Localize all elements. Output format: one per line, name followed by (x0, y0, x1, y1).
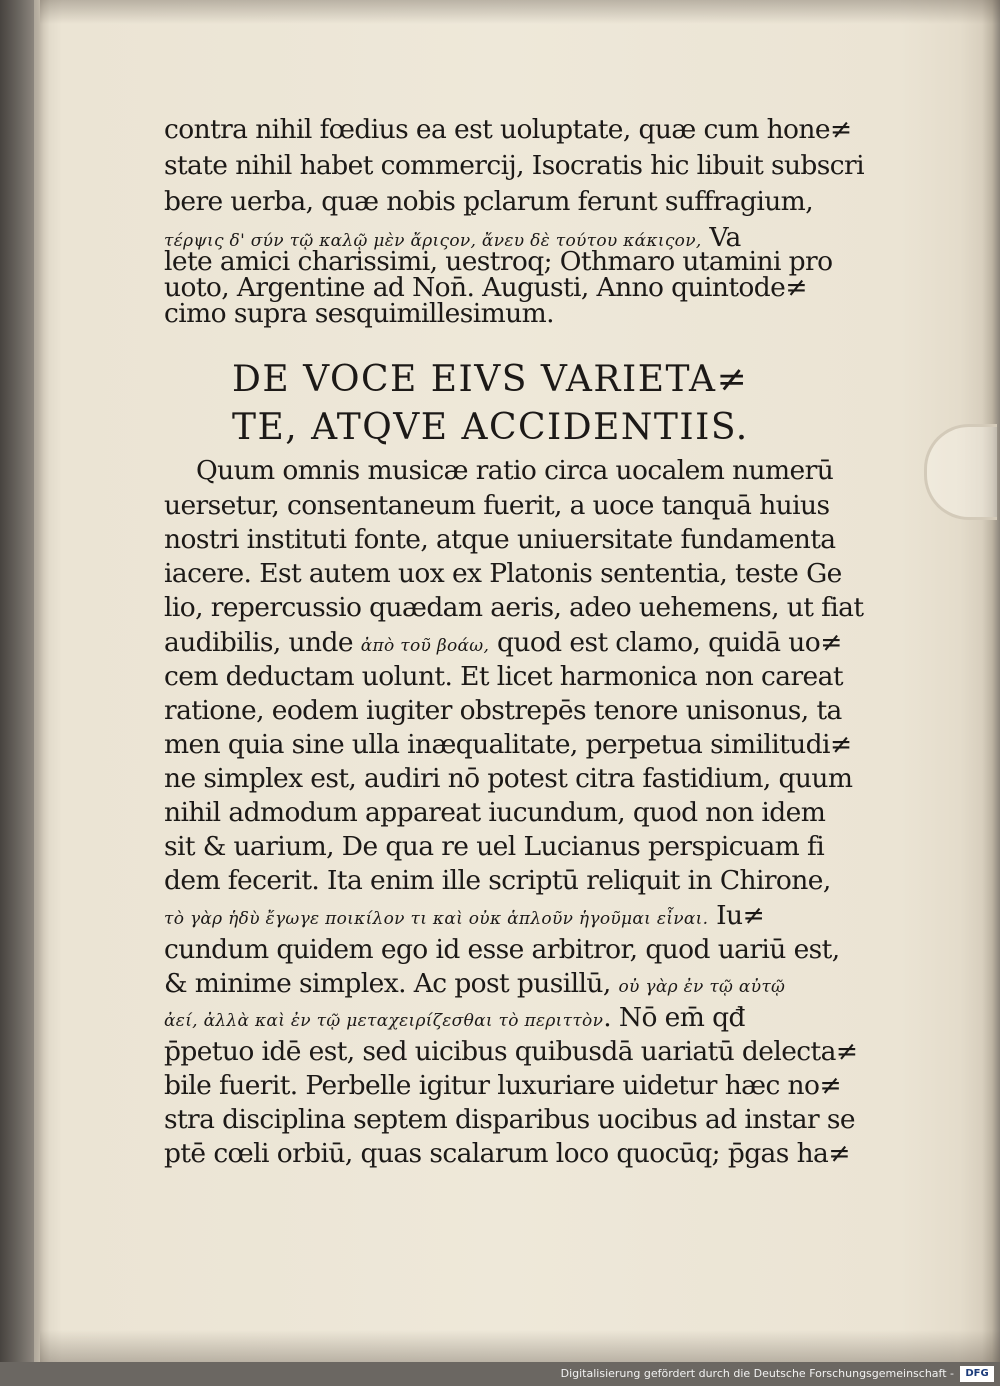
text-line: cimo supra sesquimillesimum. (164, 298, 554, 329)
text-line: uoto, Argentine ad Non̄. Augusti, Anno quintode≠ (164, 272, 807, 303)
text-fragment: Iu≠ (716, 900, 765, 931)
greek-quotation: ἀεί, ἀλλὰ καὶ ἐν τῷ μεταχειρίζεσθαι τὸ περιττὸν (164, 1011, 604, 1031)
greek-word: ἀπὸ τοῦ βοάω, (360, 636, 490, 656)
greek-quotation: οὐ γὰρ ἐν τῷ αὐτῷ (618, 977, 786, 997)
text-line: nihil admodum appareat iucundum, quod non idem (164, 797, 826, 828)
text-line: lete amici charissimi, uestroq; Othmaro utamini pro (164, 246, 833, 277)
left-page-edge (0, 0, 34, 1362)
text-line (164, 1002, 745, 1037)
text-line: ne simplex est, audiri nō potest citra fastidium, quum (164, 763, 853, 794)
text-line: men quia sine ulla inæqualitate, perpetua similitudi≠ (164, 729, 852, 760)
text-line: contra nihil fœdius ea est uoluptate, quæ cum hone≠ (164, 114, 852, 145)
greek-quotation: τὸ γὰρ ἡδὺ ἔγωγε ποικίλον τι καὶ οὐκ ἁπλοῦν ἡγοῦμαι εἶναι. (164, 909, 709, 929)
text-line: ratione, eodem iugiter obstrepēs tenore unisonus, ta (164, 695, 842, 726)
text-line: bile fuerit. Perbelle igitur luxuriare uidetur hæc no≠ (164, 1070, 841, 1101)
chapter-heading-line: TE, ATQVE ACCIDENTIIS. (232, 407, 749, 448)
text-line: iacere. Est autem uox ex Platonis sententia, teste Ge (164, 558, 842, 589)
text-line: stra disciplina septem disparibus uocibus ad instar se (164, 1104, 855, 1135)
text-line (164, 900, 764, 935)
text-line: state nihil habet commercij, Isocratis hic libuit subscri (164, 150, 864, 181)
text-line: bere uerba, quæ nobis p̨clarum ferunt suffragium, (164, 186, 814, 217)
text-fragment: . Nō em̄ qđ (603, 1002, 745, 1033)
dfg-logo: DFG (960, 1366, 994, 1382)
text-line: Quum omnis musicæ ratio circa uocalem numerū (196, 455, 834, 486)
chapter-heading-line: DE VOCE EIVS VARIETA≠ (232, 359, 749, 400)
text-line: nostri instituti fonte, atque uniuersitate fundamenta (164, 524, 836, 555)
text-line (164, 968, 785, 1003)
text-line: cundum quidem ego id esse arbitror, quod uariū est, (164, 934, 840, 965)
page-shadow-bottom (40, 1330, 1000, 1362)
footer-bar (0, 1362, 1000, 1386)
funding-notice: Digitalisierung gefördert durch die Deutsche Forschungsgemeinschaft - (560, 1367, 954, 1380)
text-fragment: Va (709, 222, 741, 253)
text-line: p̄petuo idē est, sed uicibus quibusdā uariatū delecta≠ (164, 1036, 858, 1067)
text-line: cem deductam uolunt. Et licet harmonica non careat (164, 661, 843, 692)
greek-quotation: τέρψις δ' σύν τῷ καλῷ μὲν ἄριςον, ἄνευ δὲ τούτου κάκιςον, (164, 231, 702, 251)
text-line (164, 627, 842, 662)
text-line: sit & uarium, De qua re uel Lucianus perspicuam fi (164, 831, 825, 862)
text-fragment: audibilis, unde (164, 627, 353, 658)
text-fragment: & minime simplex. Ac post pusillū, (164, 968, 611, 999)
text-line: dem fecerit. Ita enim ille scriptū reliquit in Chirone, (164, 865, 831, 896)
text-line: ptē cœli orbiū, quas scalarum loco quocūq; p̄gas ha≠ (164, 1138, 850, 1169)
text-fragment: quod est clamo, quidā uo≠ (496, 627, 842, 658)
text-line: lio, repercussio quædam aeris, adeo uehemens, ut fiat (164, 592, 864, 623)
text-line: uersetur, consentaneum fuerit, a uoce tanquā huius (164, 490, 830, 521)
page-shadow-top (40, 0, 1000, 24)
